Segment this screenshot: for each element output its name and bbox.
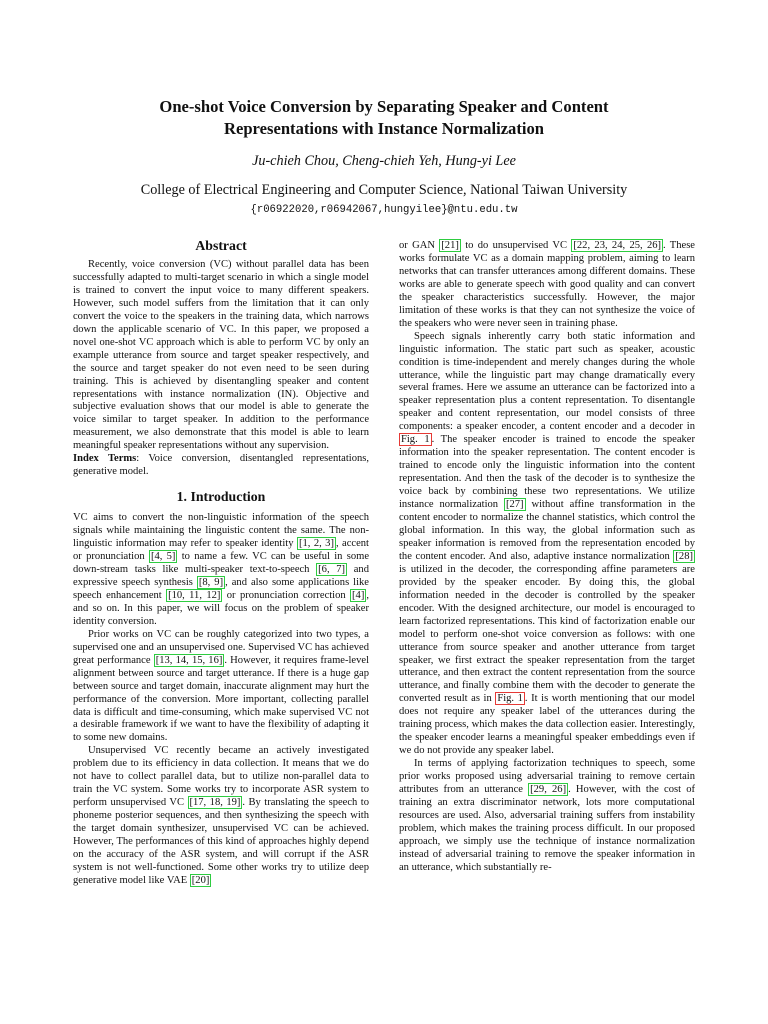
citation-link[interactable]: [17, 18, 19] [189,797,241,809]
citation-link[interactable]: [4, 5] [150,551,176,563]
paragraph-text: In terms of applying factorization techniques to speech, some prior works proposed using adversarial training to remove certain attributes from an utterance [399,758,695,796]
paragraph-text: , and also some applications like speech enhancement [73,576,369,601]
citation-link[interactable]: [8, 9] [198,576,224,588]
index-terms-text: : Voice conversion, disentangled representations, generative model. [73,453,369,478]
paragraph-text: and expressive speech synthesis [73,564,369,588]
citation-link[interactable]: [29, 26] [530,784,567,796]
affiliation: College of Electrical Engineering and Computer Science, National Taiwan University [140,182,628,198]
citation-link[interactable]: [28] [675,550,693,562]
paragraph-text: VC aims to convert the non-linguistic information of the speech signals while maintaining the linguistic content the same. The non-linguistic information may refer to speaker identity [73,512,369,550]
right-paragraph-3 [399,758,695,875]
paragraph-text: without affine transformation in the content encoder to normalize the channel statistics, which control the global information. In this way, the global information such as speaker information is removed from the representation encoded by the content encoder. And also, adaptive instance normalization [399,499,695,562]
emails: {r06922020,r06942067,hungyilee}@ntu.edu.tw [250,204,518,216]
citation-link[interactable]: [20] [191,874,210,886]
paragraph-text: . It is worth mentioning that our model does not require any speaker label of the utterances during the training process, which makes the data collection easier. Interestingly, the speaker encoder learns a meaningful speaker embeddings even if we do not provide any speaker label. [399,693,695,757]
intro-heading: 1. Introduction [176,489,266,505]
intro-paragraph-2 [73,629,369,746]
citation-link[interactable]: [21] [441,240,459,251]
paragraph-text: Prior works on VC can be roughly categorized into two types, a supervised one and an unsupervised one. Supervised VC has achieved great performance [73,628,369,666]
right-paragraph-2 [399,331,695,758]
paper-title [0,96,768,140]
paragraph-text: or pronunciation correction [222,589,351,601]
paragraph-text: Speech signals inherently carry both static information and linguistic information. The static part such as speaker, acoustic condition is time-independent and merely changes during the whole utterance, while the linguistic part may change dramatically every several frames. Here we assume an utterance can be factorized into a speaker representation plus a content representation. To disentangle speaker and content representation, our model consists of three components: a speaker encoder, a content encoder and a decoder in [399,330,695,433]
paragraph-text: , accent or pronunciation [73,538,369,563]
citation-link[interactable]: [22, 23, 24, 25, 26] [573,240,662,251]
paragraph-text: to do unsupervised VC [460,240,572,251]
figure-link[interactable]: Fig. 1 [401,434,430,446]
paragraph-text: Unsupervised VC recently became an actively investigated problem due to its efficiency in data collection. It means that we do not have to collect parallel data, but to utilize non-parallel data to train the VC system. Some works try to incorporate ASR system to perform unsupervised VC [73,745,369,809]
citation-link[interactable]: [4] [352,589,365,601]
paragraph-text: , and so on. In this paper, we will focus on the problem of speaker identity conversion. [73,589,369,627]
figure-link[interactable]: Fig. 1 [497,693,523,705]
index-terms [73,453,369,479]
paragraph-text: to name a few. VC can be useful in some down-stream tasks like multi-speaker text-to-speech [73,551,370,576]
paragraph-text: . These works formulate VC as a domain mapping problem, aiming to learn networks that can transfer utterances among different domains. These works are able to generate speech with good quality and can convert the speaker characteristics successfully. However, the major limitation of these works is that they can not synthesize the voice of the speakers who were never seen in training phase. [399,240,695,329]
citation-link[interactable]: [6, 7] [318,564,346,576]
citation-link[interactable]: [1, 2, 3] [298,538,334,550]
paragraph-text: is utilized in the decoder, the corresponding affine parameters are provided by the speaker encoder. By doing this, the global information needed in the decoder is controlled by the speaker encoder. With the designed architecture, our model is encouraged to learn factorized representations. This kind of factorization enable our model to perform one-shot voice conversion as follows: with one utterance from source speaker and another utterance from target speaker, we first extract the speaker representation from the target utterance, and then extract the content representation from the source utterance, and finally combine them with the decoder to generate the converted result as in [399,563,695,705]
citation-link[interactable]: [10, 11, 12] [168,589,221,601]
paragraph-text: . However, with the cost of training an extra discriminator network, lots more computational resources are used. Also, adversarial training suffers from instability problem, which makes the training process difficult. In our proposed approach, we simply use the technique of instance normalization instead of adversarial training to remove the speaker information in an utterance, which substantially re- [399,784,695,873]
paragraph-text: . However, it requires frame-level alignment between source and target utterance. If there is a huge gap between source and target domain, inaccurate alignment may hurt the performance of the conversion. More important, collecting parallel data is difficult and time-consuming, which make supervised VC not a desirable framework if we want to have the flexibility of adapting it to some new domains. [73,654,370,744]
title-line-1: One-shot Voice Conversion by Separating Speaker and Content [159,97,609,116]
paragraph-text: or GAN [399,240,440,251]
paragraph-text: . The speaker encoder is trained to encode the speaker information into the speaker representation. The content encoder is trained to encode only the linguistic information into the content representation. And then the task of the decoder is to synthesize the voice back by combining these two representations. We utilize instance normalization [399,434,695,511]
citation-link[interactable]: [13, 14, 15, 16] [155,654,223,666]
abstract-heading: Abstract [195,238,247,253]
intro-paragraph-1 [73,512,369,629]
abstract-body: Recently, voice conversion (VC) without parallel data has been successfully adapted to multi-target scenario in which a single model is trained to convert the input voice to many different speakers. However, such model suffers from the limitation that it can only convert the voice to the speakers in the training data, which narrows down the applicable scenario of VC. In this paper, we proposed a novel one-shot VC approach which is able to perform VC by only an example utterance from source and target speaker respectively, and the source and target speaker do not even need to be seen during training. This is achieved by disentangling speaker and content representations with instance normalization (IN). Objective and subjective evaluation shows that our model is able to generate the voice similar to target speaker. In addition to the performance measurement, we also demonstrate that this model is able to learn meaningful speaker representations without any supervision. [73,259,369,452]
authors: Ju-chieh Chou, Cheng-chieh Yeh, Hung-yi Lee [252,153,516,169]
left-column [73,236,369,888]
right-column [399,240,695,875]
citation-link[interactable]: [27] [505,499,524,511]
right-paragraph-1 [399,240,695,331]
index-terms-label: Index Terms [73,453,137,465]
paragraph-text: . By translating the speech to phoneme posterior sequences, and then synthesizing the speech with the target domain synthesizer, unsupervised VC can be achieved. However, The performances of this kind of approaches highly depend on the accuracy of the ASR system, and will corrupt if the ASR system is not well-functioned. Some other works try to utilize deep generative model like VAE [73,797,369,886]
intro-paragraph-3 [73,745,369,887]
title-line-2: Representations with Instance Normalization [223,119,545,138]
